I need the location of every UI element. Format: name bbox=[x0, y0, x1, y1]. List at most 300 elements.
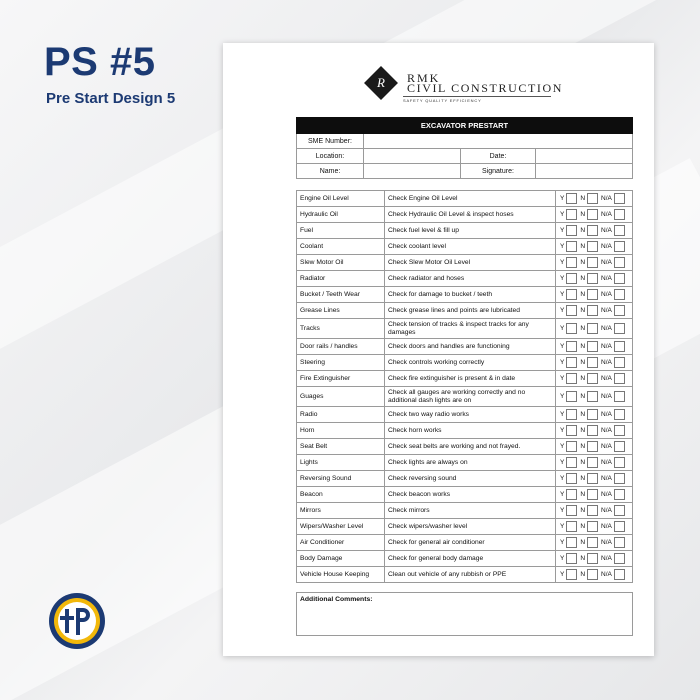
option-no-label: N bbox=[580, 459, 586, 466]
option-no-label: N bbox=[580, 325, 586, 332]
option-na-label: N/A bbox=[601, 211, 612, 218]
check-options bbox=[556, 439, 633, 455]
check-item-label: Radiator bbox=[297, 271, 385, 287]
option-no-checkbox[interactable] bbox=[587, 441, 598, 452]
check-description: Check Engine Oil Level bbox=[385, 191, 556, 207]
option-yes-checkbox[interactable] bbox=[566, 241, 577, 252]
name-field[interactable] bbox=[364, 164, 461, 179]
option-yes-checkbox[interactable] bbox=[566, 357, 577, 368]
option-na bbox=[598, 225, 625, 236]
check-item-label: Bucket / Teeth Wear bbox=[297, 287, 385, 303]
option-no bbox=[577, 569, 598, 580]
option-na-checkbox[interactable] bbox=[614, 257, 625, 268]
checklist-row bbox=[297, 355, 633, 371]
option-yes-checkbox[interactable] bbox=[566, 569, 577, 580]
option-na-label: N/A bbox=[601, 411, 612, 418]
option-yes-label: Y bbox=[560, 555, 565, 562]
option-yes-checkbox[interactable] bbox=[566, 373, 577, 384]
option-na-label: N/A bbox=[601, 427, 612, 434]
check-item-label: Beacon bbox=[297, 487, 385, 503]
option-na bbox=[598, 553, 625, 564]
check-options bbox=[556, 487, 633, 503]
option-yes-checkbox[interactable] bbox=[566, 273, 577, 284]
option-yes-checkbox[interactable] bbox=[566, 209, 577, 220]
option-na-label: N/A bbox=[601, 375, 612, 382]
option-na bbox=[598, 521, 625, 532]
option-yes-checkbox[interactable] bbox=[566, 225, 577, 236]
check-description: Check grease lines and points are lubricated bbox=[385, 303, 556, 319]
option-no-label: N bbox=[580, 475, 586, 482]
option-no-label: N bbox=[580, 359, 586, 366]
option-na-checkbox[interactable] bbox=[614, 357, 625, 368]
check-description: Check horn works bbox=[385, 423, 556, 439]
option-no-label: N bbox=[580, 491, 586, 498]
option-yes bbox=[557, 425, 577, 436]
additional-comments-box[interactable] bbox=[296, 592, 633, 636]
option-no-checkbox[interactable] bbox=[587, 409, 598, 420]
option-na-label: N/A bbox=[601, 539, 612, 546]
option-no-label: N bbox=[580, 427, 586, 434]
option-yes-checkbox[interactable] bbox=[566, 473, 577, 484]
option-no-checkbox[interactable] bbox=[587, 473, 598, 484]
option-no bbox=[577, 305, 598, 316]
option-no-checkbox[interactable] bbox=[587, 273, 598, 284]
option-no-label: N bbox=[580, 411, 586, 418]
option-no bbox=[577, 489, 598, 500]
option-no-checkbox[interactable] bbox=[587, 489, 598, 500]
check-options bbox=[556, 407, 633, 423]
option-na-label: N/A bbox=[601, 343, 612, 350]
check-item-label: Steering bbox=[297, 355, 385, 371]
option-no-checkbox[interactable] bbox=[587, 193, 598, 204]
option-na bbox=[598, 273, 625, 284]
date-label: Date: bbox=[461, 149, 536, 164]
option-yes bbox=[557, 225, 577, 236]
option-yes-label: Y bbox=[560, 427, 565, 434]
option-yes-label: Y bbox=[560, 325, 565, 332]
option-no bbox=[577, 273, 598, 284]
check-options bbox=[556, 423, 633, 439]
option-no-label: N bbox=[580, 307, 586, 314]
option-no-checkbox[interactable] bbox=[587, 357, 598, 368]
check-description: Check for damage to bucket / teeth bbox=[385, 287, 556, 303]
option-no-label: N bbox=[580, 211, 586, 218]
checklist-row bbox=[297, 255, 633, 271]
option-no-label: N bbox=[580, 259, 586, 266]
option-na bbox=[598, 441, 625, 452]
option-yes bbox=[557, 569, 577, 580]
option-no-checkbox[interactable] bbox=[587, 341, 598, 352]
option-no-checkbox[interactable] bbox=[587, 521, 598, 532]
option-yes-checkbox[interactable] bbox=[566, 289, 577, 300]
name-label: Name: bbox=[297, 164, 364, 179]
option-no-checkbox[interactable] bbox=[587, 373, 598, 384]
check-item-label: Horn bbox=[297, 423, 385, 439]
option-yes-label: Y bbox=[560, 411, 565, 418]
option-na-label: N/A bbox=[601, 259, 612, 266]
checklist-row bbox=[297, 567, 633, 583]
option-na-checkbox[interactable] bbox=[614, 273, 625, 284]
checklist-row bbox=[297, 455, 633, 471]
option-na-checkbox[interactable] bbox=[614, 289, 625, 300]
option-no bbox=[577, 473, 598, 484]
option-no-checkbox[interactable] bbox=[587, 553, 598, 564]
option-yes-label: Y bbox=[560, 243, 565, 250]
option-no-checkbox[interactable] bbox=[587, 457, 598, 468]
option-yes bbox=[557, 441, 577, 452]
check-item-label: Guages bbox=[297, 387, 385, 407]
checklist-row bbox=[297, 271, 633, 287]
check-description: Check for general air conditioner bbox=[385, 535, 556, 551]
check-description: Check tension of tracks & inspect tracks for any damages bbox=[385, 319, 556, 339]
option-na-checkbox[interactable] bbox=[614, 505, 625, 516]
option-na-label: N/A bbox=[601, 523, 612, 530]
check-item-label: Fire Extinguisher bbox=[297, 371, 385, 387]
checklist-row bbox=[297, 487, 633, 503]
option-no bbox=[577, 241, 598, 252]
check-description: Check beacon works bbox=[385, 487, 556, 503]
checklist-row bbox=[297, 535, 633, 551]
option-na-label: N/A bbox=[601, 555, 612, 562]
check-item-label: Grease Lines bbox=[297, 303, 385, 319]
check-item-label: Air Conditioner bbox=[297, 535, 385, 551]
option-na-label: N/A bbox=[601, 443, 612, 450]
option-na-checkbox[interactable] bbox=[614, 373, 625, 384]
company-monogram-icon: R bbox=[364, 66, 398, 100]
option-no-label: N bbox=[580, 227, 586, 234]
company-logo bbox=[363, 65, 573, 105]
option-no bbox=[577, 357, 598, 368]
option-na-checkbox[interactable] bbox=[614, 473, 625, 484]
option-na-checkbox[interactable] bbox=[614, 209, 625, 220]
product-title: PS #5 bbox=[44, 40, 156, 84]
option-yes bbox=[557, 537, 577, 548]
check-options bbox=[556, 503, 633, 519]
option-na-checkbox[interactable] bbox=[614, 225, 625, 236]
check-options bbox=[556, 255, 633, 271]
option-na-label: N/A bbox=[601, 475, 612, 482]
check-options bbox=[556, 303, 633, 319]
check-item-label: Radio bbox=[297, 407, 385, 423]
option-na-checkbox[interactable] bbox=[614, 489, 625, 500]
option-no-checkbox[interactable] bbox=[587, 569, 598, 580]
check-options bbox=[556, 239, 633, 255]
checklist-row bbox=[297, 287, 633, 303]
check-description: Check fuel level & fill up bbox=[385, 223, 556, 239]
option-no-checkbox[interactable] bbox=[587, 537, 598, 548]
company-name-line1: RMK bbox=[407, 71, 441, 85]
option-yes bbox=[557, 305, 577, 316]
company-tagline: SAFETY QUALITY EFFICIENCY bbox=[403, 98, 482, 103]
option-yes-label: Y bbox=[560, 343, 565, 350]
option-yes-checkbox[interactable] bbox=[566, 305, 577, 316]
option-na-label: N/A bbox=[601, 227, 612, 234]
option-yes bbox=[557, 357, 577, 368]
option-yes-checkbox[interactable] bbox=[566, 391, 577, 402]
option-no-label: N bbox=[580, 243, 586, 250]
prestart-form-sheet bbox=[223, 43, 654, 656]
option-yes bbox=[557, 521, 577, 532]
checklist-row bbox=[297, 303, 633, 319]
option-no bbox=[577, 537, 598, 548]
option-yes-checkbox[interactable] bbox=[566, 341, 577, 352]
check-item-label: Engine Oil Level bbox=[297, 191, 385, 207]
option-no-checkbox[interactable] bbox=[587, 305, 598, 316]
check-options bbox=[556, 519, 633, 535]
option-no-label: N bbox=[580, 555, 586, 562]
check-options bbox=[556, 371, 633, 387]
option-no-checkbox[interactable] bbox=[587, 289, 598, 300]
option-na bbox=[598, 241, 625, 252]
option-yes-label: Y bbox=[560, 275, 565, 282]
tp-monogram-icon bbox=[48, 592, 106, 650]
option-yes-label: Y bbox=[560, 393, 565, 400]
check-description: Check Hydraulic Oil Level & inspect hoses bbox=[385, 207, 556, 223]
signature-label: Signature: bbox=[461, 164, 536, 179]
option-yes bbox=[557, 457, 577, 468]
option-yes bbox=[557, 289, 577, 300]
check-description: Check mirrors bbox=[385, 503, 556, 519]
check-item-label: Body Damage bbox=[297, 551, 385, 567]
checklist-row bbox=[297, 407, 633, 423]
option-yes-checkbox[interactable] bbox=[566, 553, 577, 564]
option-na bbox=[598, 373, 625, 384]
option-no-label: N bbox=[580, 523, 586, 530]
check-description: Check for general body damage bbox=[385, 551, 556, 567]
option-yes-label: Y bbox=[560, 443, 565, 450]
checklist-row bbox=[297, 191, 633, 207]
check-options bbox=[556, 535, 633, 551]
option-yes-label: Y bbox=[560, 195, 565, 202]
option-na-checkbox[interactable] bbox=[614, 241, 625, 252]
signature-field[interactable] bbox=[536, 164, 633, 179]
option-yes-label: Y bbox=[560, 475, 565, 482]
check-description: Check two way radio works bbox=[385, 407, 556, 423]
checklist-table bbox=[296, 190, 633, 583]
option-no bbox=[577, 373, 598, 384]
option-no-label: N bbox=[580, 343, 586, 350]
option-no-label: N bbox=[580, 571, 586, 578]
checklist-row bbox=[297, 551, 633, 567]
check-description: Check fire extinguisher is present & in date bbox=[385, 371, 556, 387]
check-description: Check seat belts are working and not frayed. bbox=[385, 439, 556, 455]
option-yes-checkbox[interactable] bbox=[566, 323, 577, 334]
location-field[interactable] bbox=[364, 149, 461, 164]
option-yes-label: Y bbox=[560, 459, 565, 466]
option-no bbox=[577, 505, 598, 516]
option-no bbox=[577, 289, 598, 300]
option-no bbox=[577, 209, 598, 220]
check-description: Check lights are always on bbox=[385, 455, 556, 471]
option-yes-checkbox[interactable] bbox=[566, 505, 577, 516]
check-options bbox=[556, 223, 633, 239]
option-no-checkbox[interactable] bbox=[587, 225, 598, 236]
check-item-label: Vehicle House Keeping bbox=[297, 567, 385, 583]
option-yes bbox=[557, 341, 577, 352]
option-no-label: N bbox=[580, 275, 586, 282]
check-description: Check doors and handles are functioning bbox=[385, 339, 556, 355]
checklist-row bbox=[297, 387, 633, 407]
option-no-checkbox[interactable] bbox=[587, 505, 598, 516]
option-na-checkbox[interactable] bbox=[614, 425, 625, 436]
option-yes-checkbox[interactable] bbox=[566, 409, 577, 420]
checklist-row bbox=[297, 319, 633, 339]
date-field[interactable] bbox=[536, 149, 633, 164]
option-yes-checkbox[interactable] bbox=[566, 489, 577, 500]
option-na bbox=[598, 305, 625, 316]
option-na-checkbox[interactable] bbox=[614, 457, 625, 468]
form-title: EXCAVATOR PRESTART bbox=[297, 118, 633, 134]
option-yes-checkbox[interactable] bbox=[566, 425, 577, 436]
option-na bbox=[598, 473, 625, 484]
option-no-label: N bbox=[580, 195, 586, 202]
option-no bbox=[577, 193, 598, 204]
option-na-label: N/A bbox=[601, 307, 612, 314]
check-item-label: Tracks bbox=[297, 319, 385, 339]
checklist-row bbox=[297, 339, 633, 355]
check-description: Check radiator and hoses bbox=[385, 271, 556, 287]
option-yes-checkbox[interactable] bbox=[566, 521, 577, 532]
option-no-checkbox[interactable] bbox=[587, 323, 598, 334]
option-na-checkbox[interactable] bbox=[614, 323, 625, 334]
option-na-checkbox[interactable] bbox=[614, 521, 625, 532]
option-yes-checkbox[interactable] bbox=[566, 441, 577, 452]
checklist-row bbox=[297, 503, 633, 519]
option-yes bbox=[557, 209, 577, 220]
sme-number-field[interactable] bbox=[364, 134, 633, 149]
option-no-checkbox[interactable] bbox=[587, 241, 598, 252]
option-no-label: N bbox=[580, 393, 586, 400]
option-yes-label: Y bbox=[560, 211, 565, 218]
option-no bbox=[577, 457, 598, 468]
option-na-label: N/A bbox=[601, 275, 612, 282]
option-yes bbox=[557, 409, 577, 420]
option-yes-label: Y bbox=[560, 571, 565, 578]
option-no bbox=[577, 257, 598, 268]
option-no-label: N bbox=[580, 291, 586, 298]
check-options bbox=[556, 339, 633, 355]
check-item-label: Seat Belt bbox=[297, 439, 385, 455]
location-label: Location: bbox=[297, 149, 364, 164]
option-yes bbox=[557, 323, 577, 334]
option-na-checkbox[interactable] bbox=[614, 441, 625, 452]
check-options bbox=[556, 191, 633, 207]
check-description: Check coolant level bbox=[385, 239, 556, 255]
check-options bbox=[556, 355, 633, 371]
option-yes-label: Y bbox=[560, 491, 565, 498]
form-header-table bbox=[296, 117, 633, 179]
option-yes-checkbox[interactable] bbox=[566, 457, 577, 468]
option-yes-checkbox[interactable] bbox=[566, 537, 577, 548]
check-options bbox=[556, 287, 633, 303]
checklist-row bbox=[297, 471, 633, 487]
option-na bbox=[598, 391, 625, 402]
option-yes-label: Y bbox=[560, 307, 565, 314]
option-no-checkbox[interactable] bbox=[587, 391, 598, 402]
option-na-label: N/A bbox=[601, 325, 612, 332]
option-yes bbox=[557, 489, 577, 500]
option-yes-label: Y bbox=[560, 539, 565, 546]
check-item-label: Coolant bbox=[297, 239, 385, 255]
option-na bbox=[598, 457, 625, 468]
option-na bbox=[598, 409, 625, 420]
option-na-label: N/A bbox=[601, 195, 612, 202]
option-no-label: N bbox=[580, 375, 586, 382]
check-item-label: Hydraulic Oil bbox=[297, 207, 385, 223]
sme-number-label: SME Number: bbox=[297, 134, 364, 149]
company-name-line2: CIVIL CONSTRUCTION bbox=[407, 81, 564, 95]
check-options bbox=[556, 551, 633, 567]
option-na-checkbox[interactable] bbox=[614, 305, 625, 316]
option-yes-label: Y bbox=[560, 291, 565, 298]
option-no-label: N bbox=[580, 507, 586, 514]
check-item-label: Fuel bbox=[297, 223, 385, 239]
option-yes-label: Y bbox=[560, 507, 565, 514]
option-no-checkbox[interactable] bbox=[587, 209, 598, 220]
check-description: Check all gauges are working correctly and no additional dash lights are on bbox=[385, 387, 556, 407]
option-na-checkbox[interactable] bbox=[614, 537, 625, 548]
checklist-row bbox=[297, 223, 633, 239]
option-na bbox=[598, 257, 625, 268]
option-no bbox=[577, 341, 598, 352]
checklist-row bbox=[297, 519, 633, 535]
check-options bbox=[556, 319, 633, 339]
option-yes bbox=[557, 193, 577, 204]
option-yes-checkbox[interactable] bbox=[566, 257, 577, 268]
option-yes-label: Y bbox=[560, 523, 565, 530]
check-options bbox=[556, 207, 633, 223]
check-options bbox=[556, 567, 633, 583]
checklist-row bbox=[297, 239, 633, 255]
option-no-checkbox[interactable] bbox=[587, 257, 598, 268]
check-description: Clean out vehicle of any rubbish or PPE bbox=[385, 567, 556, 583]
option-no bbox=[577, 521, 598, 532]
check-description: Check wipers/washer level bbox=[385, 519, 556, 535]
option-no bbox=[577, 553, 598, 564]
additional-comments-label: Additional Comments: bbox=[300, 596, 373, 603]
check-item-label: Wipers/Washer Level bbox=[297, 519, 385, 535]
check-description: Check controls working correctly bbox=[385, 355, 556, 371]
option-na-label: N/A bbox=[601, 459, 612, 466]
option-no bbox=[577, 323, 598, 334]
option-na-checkbox[interactable] bbox=[614, 341, 625, 352]
option-na bbox=[598, 425, 625, 436]
option-na-label: N/A bbox=[601, 359, 612, 366]
check-item-label: Lights bbox=[297, 455, 385, 471]
option-yes bbox=[557, 273, 577, 284]
option-na bbox=[598, 537, 625, 548]
option-yes bbox=[557, 553, 577, 564]
divider bbox=[403, 96, 551, 97]
option-na bbox=[598, 209, 625, 220]
option-na-checkbox[interactable] bbox=[614, 193, 625, 204]
checklist-row bbox=[297, 371, 633, 387]
option-yes-checkbox[interactable] bbox=[566, 193, 577, 204]
check-options bbox=[556, 471, 633, 487]
check-item-label: Slew Motor Oil bbox=[297, 255, 385, 271]
option-na-checkbox[interactable] bbox=[614, 569, 625, 580]
option-na-checkbox[interactable] bbox=[614, 391, 625, 402]
option-na-checkbox[interactable] bbox=[614, 409, 625, 420]
option-no-checkbox[interactable] bbox=[587, 425, 598, 436]
check-description: Check Slew Motor Oil Level bbox=[385, 255, 556, 271]
option-no bbox=[577, 391, 598, 402]
option-yes bbox=[557, 391, 577, 402]
option-na-label: N/A bbox=[601, 291, 612, 298]
option-na-checkbox[interactable] bbox=[614, 553, 625, 564]
option-na-label: N/A bbox=[601, 491, 612, 498]
option-na-label: N/A bbox=[601, 243, 612, 250]
